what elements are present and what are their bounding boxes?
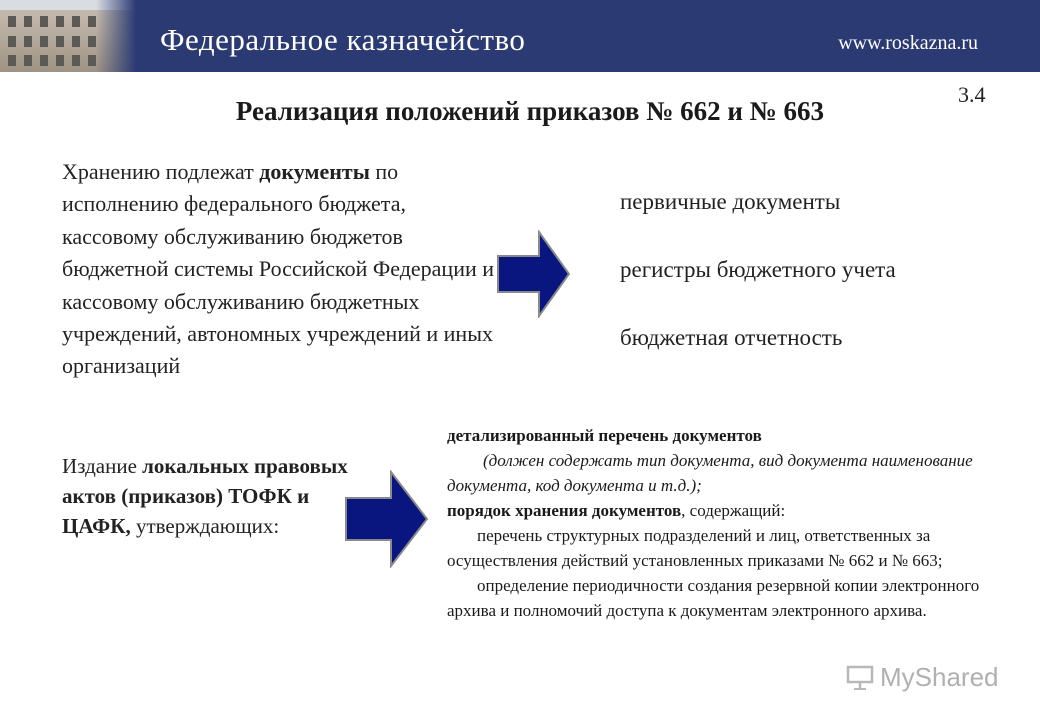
header-url[interactable]: www.roskazna.ru xyxy=(838,32,978,54)
document-type-item: регистры бюджетного учета xyxy=(620,257,896,282)
details-heading: детализированный перечень документов xyxy=(447,426,762,445)
slide-title: Реализация положений приказов № 662 и № 663 xyxy=(235,96,825,126)
acts-text-part1: Издание xyxy=(62,454,143,478)
watermark-text: MyShared xyxy=(880,662,999,692)
slide-number: 3.4 xyxy=(958,82,986,107)
acts-text-bold: локальных правовых актов (приказов) ТОФК и ЦАФК, xyxy=(62,454,348,538)
local-acts-description xyxy=(62,451,352,541)
details-item-responsible: перечень структурных подразделений и лиц, ответственных за осуществления действий установленных приказами № 662 и № 663; xyxy=(447,526,943,570)
block-arrow-right-icon xyxy=(345,470,429,568)
details-note: (должен содержать тип документа, вид документа наименование документа, код документа и т.д.); xyxy=(447,451,973,495)
header-title: Федеральное казначейство xyxy=(160,22,526,57)
block-arrow-right-icon xyxy=(497,230,571,318)
details-item-backup: определение периодичности создания резервной копии электронного архива и полномочий доступа к документам электронного архива. xyxy=(447,576,980,620)
order-heading-rest: , содержащий: xyxy=(681,501,786,520)
building-photo xyxy=(0,0,136,72)
header-bar xyxy=(0,0,1040,72)
document-types-list xyxy=(620,186,1000,390)
acts-text-part2: утверждающих: xyxy=(130,514,280,538)
presentation-board-icon xyxy=(846,664,874,690)
storage-text-bold: документы xyxy=(259,159,370,184)
document-type-item: бюджетная отчетность xyxy=(620,325,843,350)
document-type-item: первичные документы xyxy=(620,189,841,214)
storage-text-part2: по исполнению федерального бюджета, кассовому обслуживанию бюджетов бюджетной системы Российской Федерации и кассовому обслуживанию бюджетных учреждений, автономных учреждений и иных организаций xyxy=(62,159,495,379)
watermark xyxy=(846,660,1016,694)
details-block xyxy=(447,423,1032,623)
storage-description xyxy=(62,156,502,383)
storage-text-part1: Хранению подлежат xyxy=(62,159,260,184)
order-heading-bold: порядок хранения документов xyxy=(447,501,682,520)
